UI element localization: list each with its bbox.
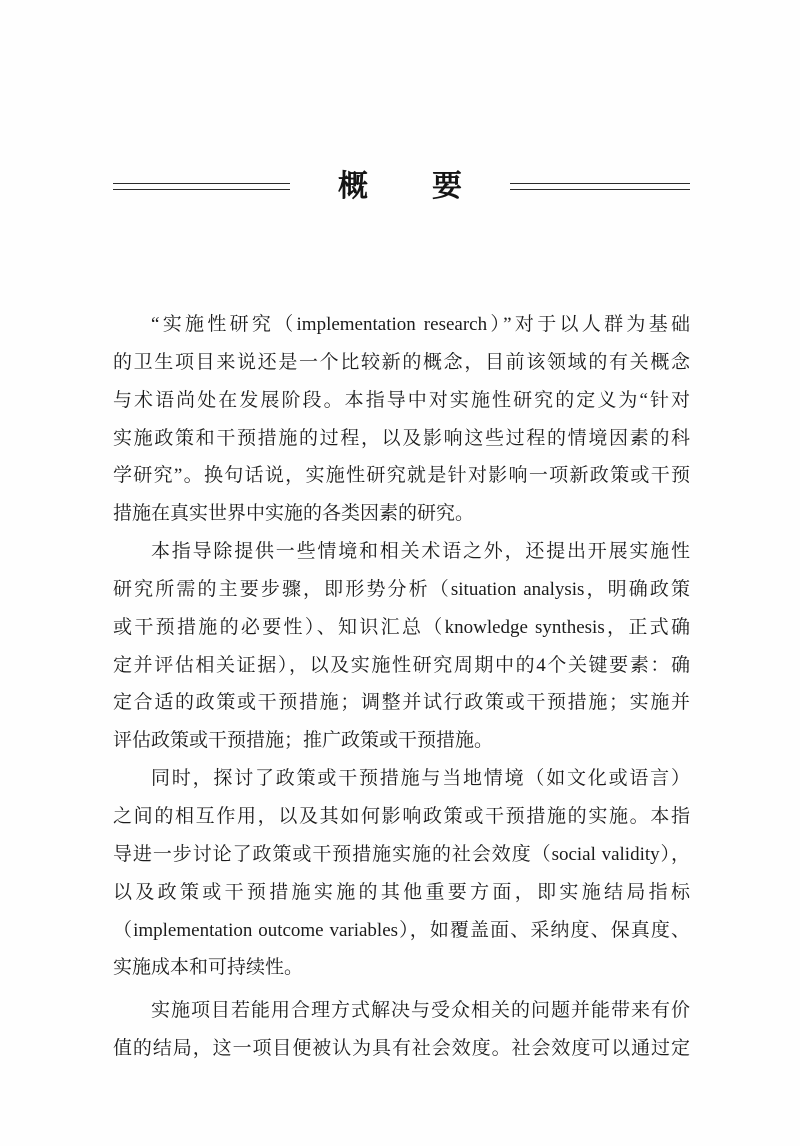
text-line: 与术语尚处在发展阶段。本指导中对实施性研究的定义为“针对 [113, 389, 690, 411]
text-line: 学研究”。换句话说，实施性研究就是针对影响一项新政策或干预 [113, 465, 690, 487]
text-line: 定并评估相关证据），以及实施性研究周期中的4个关键要素：确 [113, 654, 690, 676]
text-line: （implementation outcome variables），如覆盖面、采纳度、保真度、 [113, 919, 690, 941]
text-line: 以及政策或干预措施实施的其他重要方面，即实施结局指标 [113, 881, 690, 903]
text-line: 措施在真实世界中实施的各类因素的研究。 [113, 503, 475, 525]
text-line: 评估政策或干预措施；推广政策或干预措施。 [113, 730, 494, 752]
title-rule-right [510, 183, 690, 190]
paragraph-3 [113, 760, 690, 987]
text-line: 或干预措施的必要性）、知识汇总（knowledge synthesis，正式确 [113, 616, 690, 638]
paragraph-4 [113, 992, 690, 1068]
text-line: 本指导除提供一些情境和相关术语之外，还提出开展实施性 [151, 541, 690, 563]
title-char-1: 概 [338, 169, 368, 204]
text-line: 实施成本和可持续性。 [113, 957, 304, 979]
text-line: 实施政策和干预措施的过程，以及影响这些过程的情境因素的科 [113, 427, 690, 449]
paragraph-2 [113, 533, 690, 760]
text-line: 实施项目若能用合理方式解决与受众相关的问题并能带来有价 [151, 1000, 690, 1022]
title-rule-left [113, 183, 290, 190]
text-line: “实施性研究（implementation research）”对于以人群为基础 [151, 314, 690, 335]
title-char-2: 要 [432, 169, 462, 204]
text-line: 导进一步讨论了政策或干预措施实施的社会效度（social validity）， [113, 843, 690, 865]
text-line: 定合适的政策或干预措施；调整并试行政策或干预措施；实施并 [113, 692, 690, 714]
text-line: 的卫生项目来说还是一个比较新的概念，目前该领域的有关概念 [113, 351, 690, 373]
paragraph-1 [113, 306, 690, 533]
body-text [113, 306, 690, 1068]
text-line: 同时，探讨了政策或干预措施与当地情境（如文化或语言） [151, 768, 690, 790]
text-line: 值的结局，这一项目便被认为具有社会效度。社会效度可以通过定 [113, 1038, 690, 1060]
text-line: 之间的相互作用，以及其如何影响政策或干预措施的实施。本指 [113, 805, 690, 827]
text-line: 研究所需的主要步骤，即形势分析（situation analysis，明确政策 [113, 578, 690, 600]
